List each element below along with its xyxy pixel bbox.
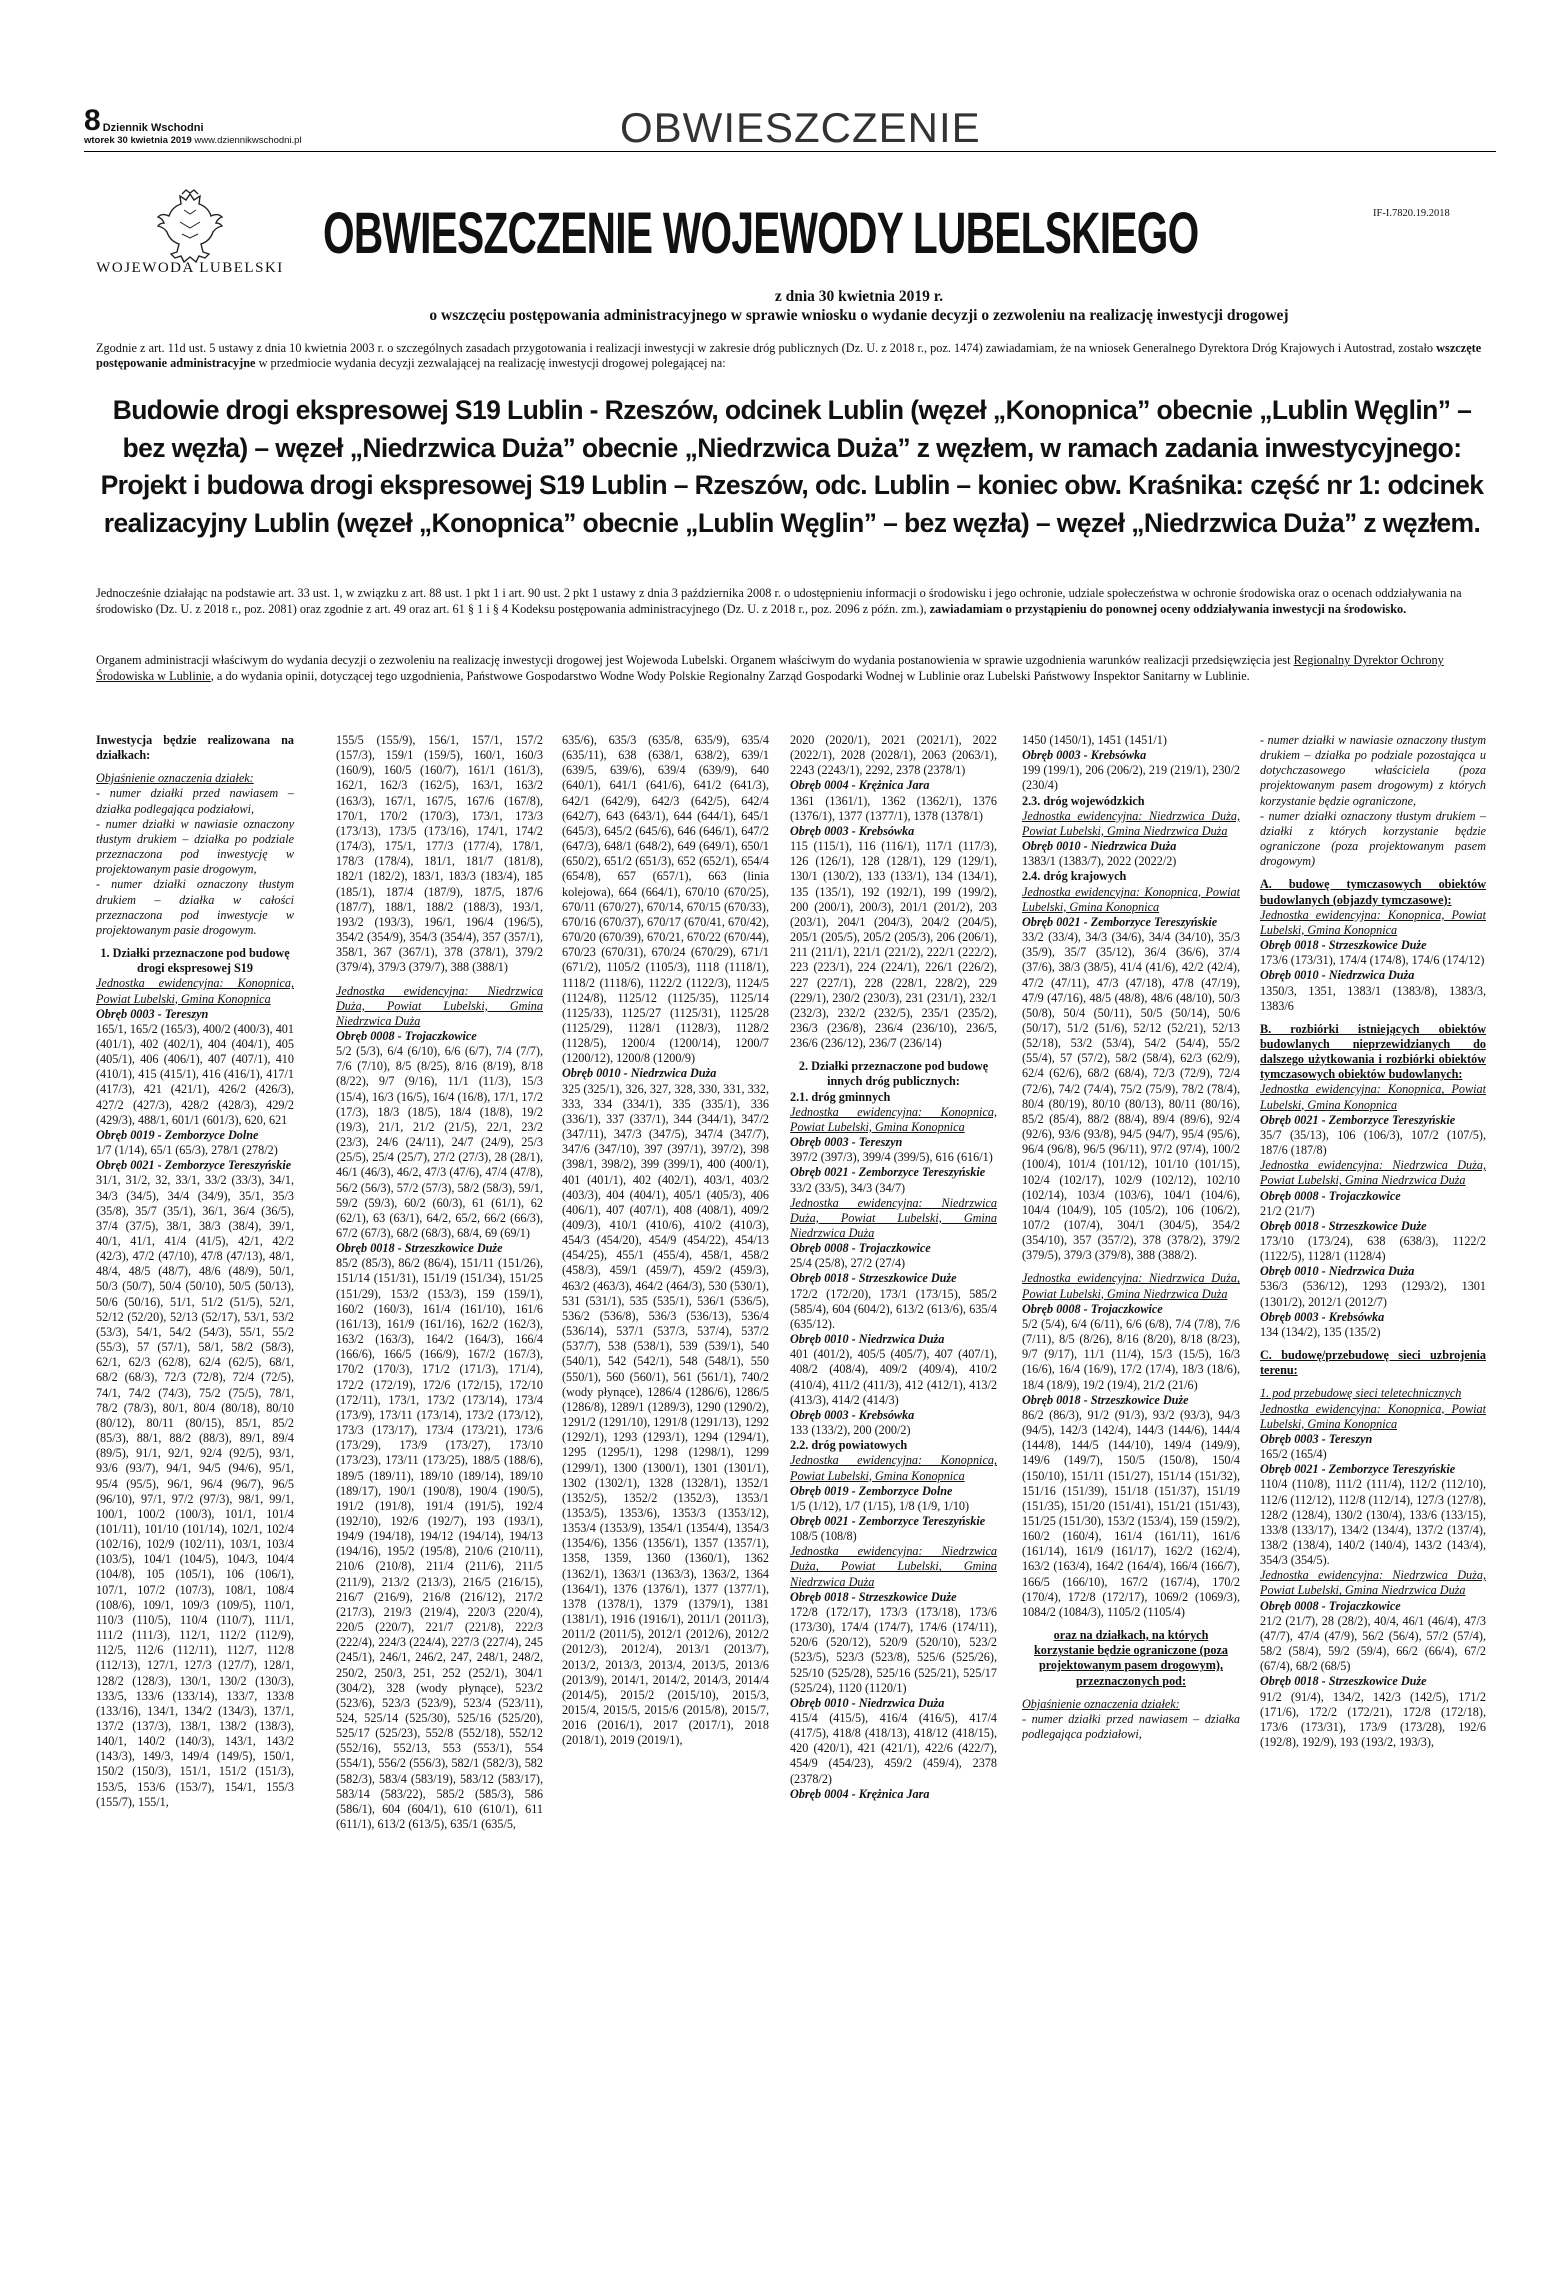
parcel-list: 21/2 (21/7), 28 (28/2), 40/4, 46/1 (46/4), 47/3 (47/7), 47/4 (47/9), 56/2 (56/4), 57/2 (57/4), 58/2 (58/4), 59/2 (59/4), 66/2 (66/4), 67/2 (67/4), 68/2 (68/5) (1260, 1613, 1486, 1674)
notice-date: z dnia 30 kwietnia 2019 r. (774, 288, 944, 305)
unit-heading: Objaśnienie oznaczenia działek: (96, 771, 254, 786)
parcel-list: 199 (199/1), 206 (206/2), 219 (219/1), 230/2 (230/4) (1022, 763, 1240, 793)
authority-paragraph (96, 652, 1486, 684)
section-heading: Inwestycja będzie realizowana na działkach: (96, 733, 294, 763)
precinct-heading: Obręb 0021 - Zemborzyce Tereszyńskie (1260, 1462, 1456, 1477)
rdos-link[interactable]: Regionalny Dyrektor Ochrony Środowiska w Lublinie (96, 653, 1444, 683)
legend-note: - numer działki w nawiasie oznaczony tłustym drukiem – działka po podziale pozostająca u dotychczasowego właściciela (poza projektowanym pasem drogowym) z których korzystanie będzie ograniczone, (1260, 733, 1486, 808)
parcel-list: 173/6 (173/31), 174/4 (174/8), 174/6 (174/12) (1260, 953, 1485, 968)
section-heading: C. budowę/przebudowę sieci uzbrojenia terenu: (1260, 1348, 1486, 1378)
spacer (336, 976, 543, 984)
column-3 (562, 733, 769, 2278)
unit-heading: Jednostka ewidencyjna: Niedrzwica Duża, Powiat Lubelski, Gmina Niedrzwica Duża (1260, 1568, 1486, 1598)
polish-eagle-icon (154, 188, 226, 268)
spacer (1022, 1689, 1240, 1697)
column-2 (336, 733, 543, 2278)
precinct-heading: Obręb 0018 - Strzeszkowice Duże (790, 1271, 957, 1286)
spacer (96, 763, 294, 771)
precinct-heading: Obręb 0021 - Zemborzyce Tereszyńskie (1022, 914, 1218, 929)
precinct-heading: Obręb 0008 - Trojaczkowice (1022, 1301, 1163, 1316)
parcel-list: 1350/3, 1351, 1383/1 (1383/8), 1383/3, 1383/6 (1260, 983, 1486, 1013)
precinct-heading: Obręb 0003 - Tereszyn (96, 1006, 209, 1021)
intro-paragraph (96, 341, 1486, 371)
unit-heading: Jednostka ewidencyjna: Konopnica, Powiat Lubelski, Gmina Konopnica (96, 976, 294, 1006)
parcel-list: 325 (325/1), 326, 327, 328, 330, 331, 332, 333, 334 (334/1), 335 (335/1), 336 (336/1), 337 (337/1), 344 (344/1), 347/2 (347/11), 347/3 (347/5), 347/4 (347/7), 347/6 (347/10), 397 (397/1), 397/2), 398 (398/1, 398/2), 399 (399/1), 400 (400/1), 401 (401/1), 402 (402/1), 403/1, 403/2 (403/3), 404 (404/1), 405/1 (405/3), 406 (406/1), 407 (407/1), 408 (408/1), 409/2 (409/3), 410/1 (410/6), 410/2 (410/3), 454/3 (454/20), 454/9 (454/22), 454/13 (454/25), 455/1 (455/4), 458/1, 458/2 (458/3), 459/1 (459/7), 459/2 (459/3), 463/2 (463/3), 464/2 (464/3), 530 (530/1), 531 (531/1), 535 (535/1), 536/1 (536/5), 536/2 (536/8), 536/3 (536/13), 536/4 (536/14), 537/1 (537/3, 537/4), 537/2 (537/7), 538 (538/1), 539 (539/1), 540 (540/1), 542 (542/1), 548 (548/1), 550 (550/1), 560 (560/1), 561 (561/1), 740/2 (wody płynące), 1286/4 (1286/6), 1286/5 (1286/8), 1289/1 (1289/3), 1290 (1290/2), 1291/2 (1291/10), 1291/8 (1291/13), 1292 (1292/1), 1293 (1293/1), 1294 (1294/1), 1295 (1295/1), 1298 (1298/1), 1299 (1299/1), 1300 (1300/1), 1301 (1301/1), 1302 (1302/1), 1328 (1328/1), 1352/1 (1352/5), 1352/2 (1352/3), 1353/1 (1353/5), 1353/6), 1353/3 (1353/12), 1353/4 (1353/9), 1354/1 (1354/4), 1354/3 (1354/6), 1356 (1356/1), 1357 (1357/1), 1358, 1359, 1360 (1360/1), 1362 (1362/1), 1363/1 (1363/3), 1363/2, 1364 (1364/1), 1376 (1376/1), 1377 (1377/1), 1378 (1378/1), 1379 (1379/1), 1381 (1381/1), 1916 (1916/1), 2011/1 (2011/3), 2011/2 (2011/5), 2012/1 (2012/6), 2012/2 (2012/3), 2012/4), 2013/1 (2013/7), 2013/2, 2013/3, 2013/4, 2013/5, 2013/6 (2013/9), 2014/1, 2014/2, 2014/3, 2014/4 (2014/5), 2015/2 (2015/10), 2015/3, 2015/4, 2015/5, 2015/6 (2015/8), 2015/7, 2016 (2016/1), 2017 (2017/1), 2018 (2018/1), 2019 (2019/1), (562, 1081, 769, 1748)
environment-paragraph (96, 585, 1486, 617)
precinct-heading: Obręb 0008 - Trojaczkowice (790, 1241, 931, 1256)
legend-note: - numer działki oznaczony tłustym drukiem – działki z których korzystanie będzie ograniczone (poza projektowanym pasem drogowym) (1260, 808, 1486, 869)
parcel-list: 134 (134/2), 135 (135/2) (1260, 1324, 1381, 1339)
column-5 (1022, 733, 1240, 2278)
precinct-heading: Obręb 0003 - Krebsówka (790, 823, 915, 838)
precinct-heading: Obręb 0003 - Krebsówka (790, 1407, 915, 1422)
parcel-list: 86/2 (86/3), 91/2 (91/3), 93/2 (93/3), 94/3 (94/5), 142/3 (142/4), 144/3 (144/6), 144/4 (144/8), 144/5 (144/10), 149/4 (149/9), 149/6 (149/7), 150/5 (150/8), 150/4 (150/10), 151/11 (151/27), 151/14 (151/32), 151/16 (151/39), 151/18 (151/37), 151/19 (151/35), 151/20 (151/41), 151/21 (151/43), 151/25 (151/30), 153/2 (153/4), 159 (159/2), 160/2 (160/4), 161/4 (161/11), 161/6 (161/14), 161/9 (161/17), 162/2 (162/4), 163/2 (163/4), 164/2 (164/4), 166/4 (166/7), 166/5 (166/10), 167/2 (167/4), 170/2 (170/4), 172/8 (172/17), 1069/2 (1069/3), 1084/2 (1084/3), 1105/2 (1105/4) (1022, 1407, 1240, 1619)
section-heading: 2.1. dróg gminnych (790, 1089, 891, 1104)
spacer (790, 1051, 997, 1059)
parcel-list: 31/1, 31/2, 32, 33/1, 33/2 (33/3), 34/1, 34/3 (34/5), 34/4 (34/9), 35/1, 35/3 (35/8), 35/7 (35/1), 36/1, 36/4 (36/5), 37/4 (37/5), 38/1, 38/3 (38/4), 39/1, 40/1, 41/1, 41/4 (41/5), 42/1, 42/2 (42/3), 47/2 (47/10), 47/8 (47/13), 48/1, 48/4, 48/5 (48/7), 48/6 (48/9), 50/1, 50/3 (50/7), 50/4 (50/10), 50/5 (50/13), 50/6 (50/16), 51/1, 51/2 (51/5), 52/1, 52/12 (52/20), 52/13 (52/17), 53/1, 53/2 (53/3), 54/1, 54/2 (54/3), 55/1, 55/2 (55/3), 57 (57/1), 58/1, 58/2 (58/3), 62/1, 62/3 (62/8), 62/4 (62/5), 68/1, 68/2 (68/3), 72/3 (72/8), 72/4 (72/5), 74/1, 74/2 (74/3), 75/2 (75/5), 78/1, 78/2 (78/3), 80/1, 80/4 (80/18), 80/10 (80/12), 80/11 (80/15), 85/1, 85/2 (85/3), 88/1, 88/2 (88/3), 89/1, 89/4 (89/5), 91/1, 92/1, 92/4 (92/5), 93/1, 93/6 (93/7), 94/1, 94/5 (94/6), 95/1, 95/4 (95/5), 96/1, 96/4 (96/7), 96/5 (96/10), 97/1, 97/2 (97/3), 98/1, 99/1, 100/1, 100/2 (100/3), 101/1, 101/4 (101/11), 101/10 (101/14), 102/1, 102/4 (102/16), 102/9 (102/11), 103/1, 103/4 (103/5), 104/1 (104/5), 104/3, 104/4 (104/8), 105 (105/1), 106 (106/1), 107/1, 107/2 (107/3), 108/1, 108/4 (108/6), 109/1, 109/3 (109/5), 110/1, 110/3 (110/5), 110/4 (110/7), 111/1, 111/2 (111/3), 112/1, 112/2 (112/9), 112/5, 112/6 (112/11), 112/7, 112/8 (112/13), 127/1, 127/3 (127/7), 128/1, 128/2 (128/3), 130/1, 130/2 (130/3), 133/5, 133/6 (133/14), 133/7, 133/8 (133/16), 134/1, 134/2 (134/3), 137/1, 137/2 (137/3), 138/1, 138/2 (138/3), 140/1, 140/2 (140/3), 143/1, 143/2 (143/3), 149/3, 149/4 (149/5), 150/1, 150/2 (150/3), 151/1, 151/2 (151/3), 153/5, 153/6 (153/7), 154/1, 155/3 (155/7), 155/1, (96, 1173, 294, 1809)
parcel-list: 133 (133/2), 200 (200/2) (790, 1423, 911, 1438)
paper-name: Dziennik Wschodni (102, 122, 204, 134)
section-heading: 2.4. dróg krajowych (1022, 869, 1127, 884)
unit-heading: Jednostka ewidencyjna: Niedrzwica Duża, Powiat Lubelski, Gmina Niedrzwica Duża (790, 1544, 997, 1589)
precinct-heading: Obręb 0021 - Zemborzyce Tereszyńskie (790, 1513, 986, 1528)
precinct-heading: Obręb 0018 - Strzeszkowice Duże (1260, 938, 1427, 953)
parcel-list: 5/2 (5/3), 6/4 (6/10), 6/6 (6/7), 7/4 (7/7), 7/6 (7/10), 8/5 (8/25), 8/16 (8/19), 8/18 (8/22), 9/7 (9/16), 11/1 (11/3), 15/3 (15/4), 16/3 (16/5), 16/4 (16/8), 17/1, 17/2 (17/3), 18/3 (18/5), 18/4 (18/8), 19/2 (19/3), 21/1, 21/2 (21/5), 22/1, 23/2 (23/3), 24/6 (24/11), 24/7 (24/9), 25/3 (25/5), 25/4 (25/7), 27/2 (27/3), 28 (28/1), 46/1 (46/3), 46/2, 47/3 (47/6), 47/4 (47/8), 56/2 (56/3), 57/2 (57/3), 58/2 (58/3), 59/1, 59/2 (59/3), 60/2 (60/3), 61 (61/1), 62 (62/1), 63 (63/1), 64/2, 65/2, 66/2 (66/3), 67/2 (67/3), 68/2 (68/3), 68/4, 69 (69/1) (336, 1044, 543, 1240)
section-heading: 2.3. dróg wojewódzkich (1022, 793, 1145, 808)
parcel-list: 33/2 (33/5), 34/3 (34/7) (790, 1180, 906, 1195)
project-title-line: bez węzła) – węzeł „Niedrzwica Duża” obecnie „Niedrzwica Duża” z węzłem, w ramach zadania inwestycyjnego: (122, 432, 1462, 463)
precinct-heading: Obręb 0018 - Strzeszkowice Duże (1260, 1218, 1427, 1233)
unit-heading: Jednostka ewidencyjna: Konopnica, Powiat Lubelski, Gmina Konopnica (1260, 1082, 1486, 1112)
unit-heading: Jednostka ewidencyjna: Niedrzwica Duża, Powiat Lubelski, Gmina Niedrzwica Duża (790, 1195, 997, 1240)
precinct-heading: Obręb 0021 - Zemborzyce Tereszyńskie (790, 1165, 986, 1180)
section-heading: B. rozbiórki istniejących obiektów budowlanych nieprzewidzianych do dalszego użytkowania i rozbiórki obiektów tymczasowych obiektów budowlanych: (1260, 1021, 1486, 1082)
column-1 (96, 733, 294, 2278)
header-divider (84, 151, 1496, 152)
parcel-list: 115 (115/1), 116 (116/1), 117/1 (117/3), 126 (126/1), 128 (128/1), 129 (129/1), 130/1 (130/2), 133 (133/1), 134 (134/1), 135 (135/1), 192 (192/1), 199 (199/2), 200 (200/1), 200/3), 201/1 (201/2), 203 (203/1), 204/1 (204/3), 204/2 (204/5), 205/1 (205/5), 205/2 (205/3), 206 (206/1), 211 (211/1), 221/1 (221/2), 222/1 (222/2), 223 (223/1), 224 (224/1), 226/1 (226/2), 227 (227/1), 228 (228/1, 228/2), 229 (229/1), 230/2 (230/3), 231 (231/1), 232/1 (232/3), 232/2 (232/5), 235/1 (235/2), 236/3 (236/8), 236/4 (236/10), 236/5, 236/6 (236/12), 236/7 (236/14) (790, 839, 997, 1051)
parcel-list: 33/2 (33/4), 34/3 (34/6), 34/4 (34/10), 35/3 (35/9), 35/7 (35/12), 36/4 (36/6), 37/4 (37/6), 38/3 (38/5), 41/4 (41/6), 42/2 (42/4), 47/2 (47/11), 47/3 (47/18), 47/8 (47/19), 47/9 (47/16), 48/5 (48/8), 48/6 (48/10), 50/3 (50/8), 50/4 (50/11), 50/5 (50/14), 50/6 (50/17), 51/2 (51/6), 52/12 (52/21), 52/13 (52/18), 53/2 (53/4), 54/2 (54/4), 55/2 (55/4), 57 (57/2), 58/2 (58/4), 62/3 (62/9), 62/4 (62/6), 68/2 (68/4), 72/3 (72/9), 72/4 (72/6), 74/2 (74/4), 75/2 (75/9), 78/2 (78/4), 80/4 (80/19), 80/10 (80/13), 80/11 (80/16), 85/2 (85/4), 88/2 (88/4), 89/4 (89/6), 92/4 (92/6), 93/6 (93/8), 94/5 (94/7), 95/4 (95/6), 96/4 (96/8), 96/5 (96/11), 97/2 (97/4), 100/2 (100/4), 101/4 (101/12), 101/10 (101/15), 102/4 (102/17), 102/9 (102/12), 102/10 (102/14), 103/4 (103/6), 104/1 (104/6), 104/4 (104/9), 105 (105/2), 106 (106/2), 107/2 (107/4), 304/1 (304/5), 354/2 (354/10), 357 (357/2), 378 (378/2), 379/2 (379/5), 379/3 (379/8), 388 (388/2). (1022, 930, 1240, 1263)
unit-heading: Objaśnienie oznaczenia działek: (1022, 1696, 1180, 1711)
precinct-heading: Obręb 0021 - Zemborzyce Tereszyńskie (96, 1158, 292, 1173)
column-6 (1260, 733, 1486, 2278)
precinct-heading: Obręb 0008 - Trojaczkowice (1260, 1598, 1401, 1613)
parcel-list: 155/5 (155/9), 156/1, 157/1, 157/2 (157/3), 159/1 (159/5), 160/1, 160/3 (160/9), 160/5 (160/7), 161/1 (161/3), 162/1, 162/3 (162/5), 163/1, 163/2 (163/3), 167/1, 167/5, 167/6 (167/8), 170/1, 170/2 (170/3), 173/1, 173/3 (173/13), 173/5 (173/16), 174/1, 174/2 (174/3), 175/1, 177/3 (177/4), 178/1, 178/3 (178/4), 181/1, 181/7 (181/8), 182/1 (182/2), 183/1, 183/3 (183/4), 185 (185/1), 187/4 (187/9), 187/5, 187/6 (187/7), 188/1, 188/2 (188/3), 193/1, 193/2 (193/3), 196/1, 196/4 (196/5), 354/2 (354/9), 354/3 (354/4), 357 (357/1), 358/1, 367 (367/1), 378 (378/1), 379/2 (379/4), 379/3 (379/7), 388 (388/1) (336, 733, 543, 975)
intro-text-end: w przedmiocie wydania decyzji zezwalającej na realizację inwestycji drogowej polegającej na: (255, 356, 726, 370)
parcel-list: 5/2 (5/4), 6/4 (6/11), 6/6 (6/8), 7/4 (7/8), 7/6 (7/11), 8/5 (8/26), 8/16 (8/20), 8/18 (8/23), 9/7 (9/17), 11/1 (11/4), 15/3 (15/5), 16/3 (16/6), 16/4 (16/9), 17/2 (17/4), 18/3 (18/6), 18/4 (18/9), 19/2 (19/4), 21/2 (21/6) (1022, 1316, 1240, 1392)
section-heading: 1. Działki przeznaczone pod budowę drogi ekspresowej S19 (100, 946, 290, 976)
notice-subject: o wszczęciu postępowania administracyjnego w sprawie wniosku o wydanie decyzji o zezwoleniu na realizację inwestycji drogowej (429, 307, 1289, 324)
precinct-heading: Obręb 0021 - Zemborzyce Tereszyńskie (1260, 1112, 1456, 1127)
column-4 (790, 733, 997, 2278)
precinct-heading: Obręb 0003 - Krebsówka (1260, 1309, 1385, 1324)
website-link[interactable]: www.dziennikwschodni.pl (194, 135, 302, 146)
precinct-heading: Obręb 0004 - Krężnica Jara (790, 778, 930, 793)
masthead (84, 104, 302, 146)
precinct-heading: Obręb 0010 - Niedrzwica Duża (790, 1332, 945, 1347)
spacer (96, 938, 294, 946)
environment-bold: zawiadamiam o przystąpieniu do ponownej oceny oddziaływania inwestycji na środowisko. (929, 602, 1407, 616)
section-heading: A. budowę tymczasowych obiektów budowlanych (objazdy tymczasowe): (1260, 877, 1486, 907)
section-label: OBWIESZCZENIE (620, 104, 981, 151)
parcel-list: 1/7 (1/14), 65/1 (65/3), 278/1 (278/2) (96, 1143, 278, 1158)
spacer (1260, 1378, 1486, 1386)
unit-heading: Jednostka ewidencyjna: Konopnica, Powiat Lubelski, Gmina Konopnica (1260, 907, 1486, 937)
parcel-list: 35/7 (35/13), 106 (106/3), 107/2 (107/5), 187/6 (187/8) (1260, 1127, 1486, 1158)
parcel-list: 108/5 (108/8) (790, 1529, 857, 1544)
precinct-heading: Obręb 0003 - Krebsówka (1022, 748, 1147, 763)
project-title-line: realizacyjny Lublin (węzeł „Konopnica” obecnie „Lublin Węglin” – bez węzła) – węzeł „Niedrzwica Duża” z węzłem. (103, 507, 1481, 538)
parcel-list: 21/2 (21/7) (1260, 1203, 1315, 1218)
spacer (1260, 869, 1486, 877)
parcel-list: 165/2 (165/4) (1260, 1447, 1327, 1462)
authority-text: Organem administracji właściwym do wydania decyzji o zezwoleniu na realizację inwestycji drogowej jest Wojewoda Lubelski. Organem właściwym do wydania postanowienia w sprawie uzgodnienia warunków realizacji przedsięwzięcia jest (96, 653, 1294, 667)
unit-heading: Jednostka ewidencyjna: Konopnica, Powiat Lubelski, Gmina Konopnica (790, 1104, 997, 1134)
parcel-list: 1/5 (1/12), 1/7 (1/15), 1/8 (1/9, 1/10) (790, 1498, 970, 1513)
unit-heading: Jednostka ewidencyjna: Niedrzwica Duża, Powiat Lubelski, Gmina Niedrzwica Duża (1022, 808, 1240, 838)
legend-note: - numer działki przed nawiasem – działka podlegająca podziałowi, (96, 786, 294, 816)
project-title-line: Budowie drogi ekspresowej S19 Lublin - Rzeszów, odcinek Lublin (węzeł „Konopnica” obecnie „Lublin Węglin” – (112, 395, 1472, 425)
parcel-list: 165/1, 165/2 (165/3), 400/2 (400/3), 401 (401/1), 402 (402/1), 404 (404/1), 405 (405/1), 406 (406/1), 407 (407/1), 410 (410/1), 415 (415/1), 416 (416/1), 417/1 (417/3), 421 (421/1), 426/2 (426/3), 427/2 (427/3), 428/2 (428/3), 429/2 (429/3), 488/1, 601/1 (601/3), 620, 621 (96, 1021, 294, 1127)
spacer (1022, 1263, 1240, 1271)
section-heading: 2. Działki przeznaczone pod budowę innych dróg publicznych: (798, 1059, 989, 1089)
spacer (1260, 1340, 1486, 1348)
case-signature: IF-I.7820.19.2018 (1373, 208, 1450, 219)
precinct-heading: Obręb 0003 - Tereszyn (790, 1135, 903, 1150)
parcel-list: 415/4 (415/5), 416/4 (416/5), 417/4 (417/5), 418/8 (418/13), 418/12 (418/15), 420 (420/1), 421 (421/1), 422/6 (422/7), 454/9 (454/23), 459/2 (459/4), 2378 (2378/2) (790, 1711, 997, 1786)
issue-date: wtorek 30 kwietnia 2019 (84, 135, 192, 146)
project-title-line: Projekt i budowa drogi ekspresowej S19 Lublin – Rzeszów, odc. Lublin – koniec obw. Kraśnika: część nr 1: odcinek (100, 470, 1484, 500)
parcel-list: 536/3 (536/12), 1293 (1293/2), 1301 (1301/2), 2012/1 (2012/7) (1260, 1279, 1486, 1309)
parcel-list: 172/2 (172/20), 173/1 (173/15), 585/2 (585/4), 604 (604/2), 613/2 (613/6), 635/4 (635/12). (790, 1286, 997, 1331)
parcel-list: 110/4 (110/8), 111/2 (111/4), 112/2 (112/10), 112/6 (112/12), 112/8 (112/14), 127/3 (127/8), 128/2 (128/4), 130/2 (130/4), 133/6 (133/15), 133/8 (133/17), 134/2 (134/4), 137/2 (137/4), 138/2 (138/4), 140/2 (140/4), 143/2 (143/4), 354/3 (354/5). (1260, 1477, 1486, 1568)
precinct-heading: Obręb 0010 - Niedrzwica Duża (1260, 968, 1415, 983)
parcel-list: 25/4 (25/8), 27/2 (27/4) (790, 1256, 906, 1271)
precinct-heading: Obręb 0010 - Niedrzwica Duża (1260, 1264, 1415, 1279)
precinct-heading: Obręb 0004 - Krężnica Jara (790, 1786, 930, 1801)
precinct-heading: Obręb 0018 - Strzeszkowice Duże (790, 1589, 957, 1604)
emblem-label: WOJEWODA LUBELSKI (96, 260, 284, 276)
parcel-list: 173/10 (173/24), 638 (638/3), 1122/2 (1122/5), 1128/1 (1128/4) (1260, 1234, 1486, 1264)
unit-heading: Jednostka ewidencyjna: Konopnica, Powiat Lubelski, Gmina Konopnica (1260, 1401, 1486, 1431)
parcel-list: 635/6), 635/3 (635/8, 635/9), 635/4 (635/11), 638 (638/1, 638/2), 639/1 (639/5, 639/6), 639/4 (639/9), 640 (640/1), 641/1 (641/6), 641/2 (641/3), 642/1 (642/9), 642/3 (642/5), 642/4 (642/7), 643 (643/1), 644 (644/1), 645/1 (645/3), 645/2 (645/6), 646 (646/1), 647/2 (647/3), 648/1 (648/2), 649 (649/1), 650/1 (650/2), 651/2 (651/3), 652 (652/1), 654/4 (654/8), 657 (657/1), 663 (linia kolejowa), 664 (664/1), 670/10 (670/25), 670/11 (670/27), 670/14, 670/15 (670/33), 670/16 (670/37), 670/17 (670/41, 670/42), 670/20 (670/39), 670/21, 670/22 (670/44), 670/23 (670/31), 670/24 (670/29), 671/1 (671/2), 1105/2 (1105/3), 1118 (1118/1), 1118/2 (1118/6), 1122/2 (1122/3), 1124/5 (1124/8), 1125/12 (1125/35), 1125/14 (1125/33), 1125/27 (1125/31), 1125/28 (1125/29), 1128/1 (1128/3), 1128/2 (1128/5), 1200/4 (1200/14), 1200/7 (1200/12), 1200/8 (1200/9) (562, 733, 769, 1066)
parcel-list: 2020 (2020/1), 2021 (2021/1), 2022 (2022/1), 2028 (2028/1), 2063 (2063/1), 2243 (2243/1), 2292, 2378 (2378/1) (790, 733, 997, 778)
precinct-heading: Obręb 0018 - Strzeszkowice Duże (1260, 1674, 1427, 1689)
unit-heading: Jednostka ewidencyjna: Konopnica, Powiat Lubelski, Gmina Konopnica (1022, 884, 1240, 914)
environment-text: Jednocześnie działając na podstawie art. 33 ust. 1, w związku z art. 88 ust. 1 pkt 1 i art. 90 ust. 2 pkt 1 ustawy z dnia 3 października 2008 r. o udostępnieniu informacji o środowisku i jego ochronie, udziale społeczeństwa w ochronie środowiska oraz o ocenach oddziaływania na środowisko (Dz. U. z 2018 r., poz. 2081) oraz zgodnie z art. 49 oraz art. 61 § 1 i § 4 Kodeksu postępowania administracyjnego (Dz. U. z 2018 r., poz. 2096 z późn. zm.), (96, 586, 1462, 616)
parcel-list: 1361 (1361/1), 1362 (1362/1), 1376 (1376/1), 1377 (1377/1), 1378 (1378/1) (790, 793, 997, 823)
unit-heading: Jednostka ewidencyjna: Niedrzwica Duża, Powiat Lubelski, Gmina Niedrzwica Duża (1260, 1158, 1486, 1188)
legend-note: - numer działki oznaczony tłustym drukiem – działka w całości przeznaczona pod inwestycje w projektowanym pasie drogowym. (96, 877, 294, 937)
issue-date-line (84, 135, 302, 146)
page-title: OBWIESZCZENIE WOJEWODY LUBELSKIEGO (323, 201, 1199, 266)
unit-heading: Jednostka ewidencyjna: Niedrzwica Duża, Powiat Lubelski, Gmina Niedrzwica Duża (1022, 1271, 1240, 1301)
precinct-heading: Obręb 0010 - Niedrzwica Duża (790, 1695, 945, 1710)
precinct-heading: Obręb 0003 - Tereszyn (1260, 1431, 1373, 1446)
authority-text-end: , a do wydania opinii, dotyczącej tego uzgodnienia, Państwowe Gospodarstwo Wodne Wody Polskie Regionalny Zarząd Gospodarki Wodnej w Lublinie oraz Lubelski Państwowy Inspektor Sanitarny w Lublinie. (210, 669, 1250, 683)
parcel-list: 397/2 (397/3), 399/4 (399/5), 616 (616/1) (790, 1150, 993, 1165)
parcel-list: 172/8 (172/17), 173/3 (173/18), 173/6 (173/30), 174/4 (174/7), 174/6 (174/11), 520/6 (520/12), 520/9 (520/10), 523/2 (523/5), 523/3 (523/8), 525/6 (525/26), 525/10 (525/28), 525/16 (525/21), 525/17 (525/24), 1120 (1120/1) (790, 1604, 997, 1695)
intro-bold: wszczęte postępowanie administracyjne (96, 341, 1482, 370)
precinct-heading: Obręb 0008 - Trojaczkowice (336, 1028, 477, 1043)
unit-heading: 1. pod przebudowę sieci teletechnicznych (1260, 1386, 1462, 1401)
spacer (1260, 1014, 1486, 1022)
precinct-heading: Obręb 0010 - Niedrzwica Duża (1022, 839, 1177, 854)
precinct-heading: Obręb 0008 - Trojaczkowice (1260, 1188, 1401, 1203)
parcel-list: 1383/1 (1383/7), 2022 (2022/2) (1022, 854, 1177, 869)
unit-heading: Jednostka ewidencyjna: Niedrzwica Duża, Powiat Lubelski, Gmina Niedrzwica Duża (336, 983, 543, 1028)
precinct-heading: Obręb 0018 - Strzeszkowice Duże (336, 1241, 503, 1256)
parcel-list: 1450 (1450/1), 1451 (1451/1) (1022, 733, 1167, 747)
unit-heading: Jednostka ewidencyjna: Konopnica, Powiat Lubelski, Gmina Konopnica (790, 1453, 997, 1483)
precinct-heading: Obręb 0010 - Niedrzwica Duża (562, 1066, 717, 1081)
section-heading: oraz na działkach, na których korzystanie będzie ograniczone (poza projektowanym pasem drogowym), przeznaczonych pod: (1034, 1628, 1228, 1688)
parcel-list: 401 (401/2), 405/5 (405/7), 407 (407/1), 408/2 (408/4), 409/2 (409/4), 410/2 (410/4), 411/2 (411/3), 412 (412/1), 413/2 (413/3), 414/2 (414/3) (790, 1347, 997, 1407)
page-number: 8 (84, 104, 101, 137)
legend-note: - numer działki w nawiasie oznaczony tłustym drukiem – działka po podziale przeznaczona pod inwestycję w projektowanym pasie drogowym, (96, 816, 294, 877)
parcel-list: 91/2 (91/4), 134/2, 142/3 (142/5), 171/2 (171/6), 172/2 (172/21), 172/8 (172/18), 173/6 (173/31), 173/9 (173/28), 192/6 (192/8), 192/9), 193 (193/2, 193/3), (1260, 1689, 1486, 1749)
precinct-heading: Obręb 0019 - Zemborzyce Dolne (790, 1483, 953, 1498)
section-heading: 2.2. dróg powiatowych (790, 1438, 908, 1453)
precinct-heading: Obręb 0018 - Strzeszkowice Duże (1022, 1392, 1189, 1407)
intro-text: Zgodnie z art. 11d ust. 5 ustawy z dnia 10 kwietnia 2003 r. o szczególnych zasadach przygotowania i realizacji inwestycji w zakresie dróg publicznych (Dz. U. z 2018 r., poz. 1474) zawiadamiam, że na wniosek Generalnego Dyrektora Dróg Krajowych i Autostrad, zostało (96, 341, 1437, 355)
project-title (92, 392, 1492, 542)
precinct-heading: Obręb 0019 - Zemborzyce Dolne (96, 1127, 259, 1142)
spacer (1022, 1620, 1240, 1628)
parcel-list: 85/2 (85/3), 86/2 (86/4), 151/11 (151/26), 151/14 (151/31), 151/19 (151/34), 151/25 (151/29), 153/2 (153/3), 159 (159/1), 160/2 (160/3), 161/4 (161/10), 161/6 (161/13), 161/9 (161/16), 162/2 (162/3), 163/2 (163/3), 164/2 (164/3), 166/4 (166/6), 166/5 (166/9), 167/2 (167/3), 170/2 (170/3), 171/2 (171/3), 171/4), 172/2 (172/19), 172/6 (172/15), 172/10 (172/11), 173/1, 173/2 (173/14), 173/4 (173/9), 173/11 (173/14), 173/2 (173/12), 173/3 (173/17), 173/4 (173/21), 173/6 (173/29), 173/9 (173/27), 173/10 (173/23), 173/11 (173/25), 188/5 (188/6), 189/5 (189/11), 189/10 (189/14), 189/10 (189/17), 190/1 (190/8), 190/4 (190/5), 191/2 (191/8), 191/4 (191/5), 192/4 (192/10), 192/6 (192/7), 193 (193/1), 194/9 (194/18), 194/12 (194/14), 194/13 (194/16), 195/2 (195/8), 210/6 (210/11), 210/6 (210/8), 211/4 (211/6), 211/5 (211/9), 213/2 (213/3), 216/5 (216/15), 216/7 (216/9), 216/8 (216/12), 217/2 (217/3), 219/3 (219/4), 220/3 (220/4), 220/5 (220/7), 221/7 (221/8), 222/3 (222/4), 224/3 (224/4), 227/3 (227/4), 245 (245/1), 246/1, 246/2, 247, 248/1, 248/2, 250/2, 250/3, 251, 252 (252/1), 304/1 (304/2), 328 (wody płynące), 523/2 (523/6), 523/3 (523/9), 523/4 (523/11), 524, 525/14 (525/30), 525/16 (525/20), 525/17 (525/23), 552/8 (552/18), 552/12 (552/16), 552/13, 553 (553/1), 554 (554/1), 556/2 (556/3), 582/1 (582/3), 582 (582/3), 583/4 (583/19), 583/12 (583/17), 583/14 (583/22), 585/2 (585/3), 586 (586/1), 604 (604/1), 610 (610/1), 611 (611/1), 613/2 (613/5), 635/1 (635/5, (336, 1256, 543, 1832)
legend-note: - numer działki przed nawiasem – działka podlegająca podziałowi, (1022, 1711, 1240, 1741)
